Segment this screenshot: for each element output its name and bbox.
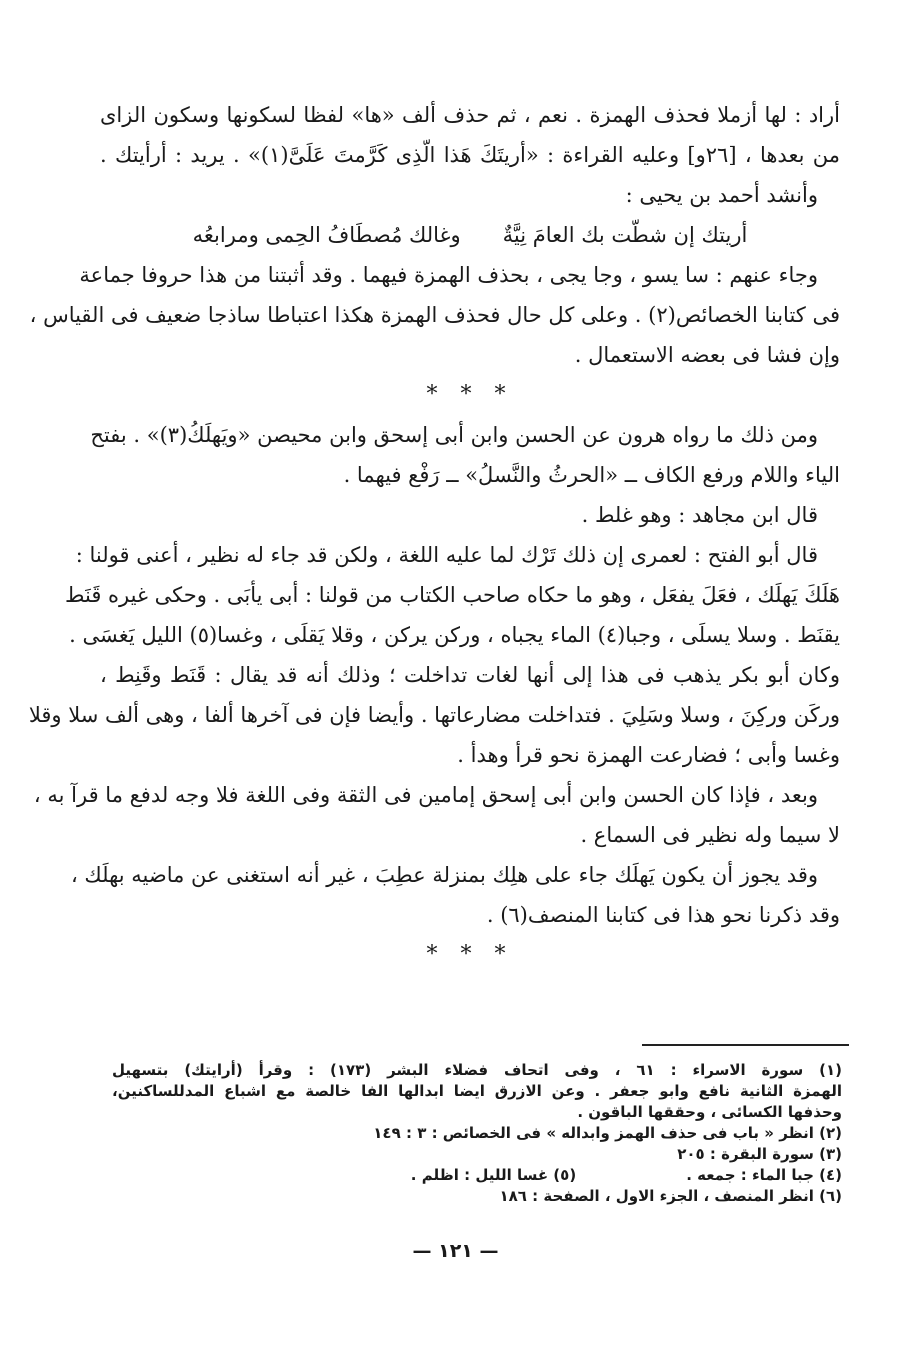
footnote-2: (٢) انظر « باب فى حذف الهمز وابداله » فى الخصائص : ٣ : ١٤٩ (373, 1124, 842, 1142)
text-line: وكان أبو بكر يذهب فى هذا إلى أنها لغات تداخلت ؛ وذلك أنه قد يقال : قَنَط وقَنِط ، (100, 663, 840, 687)
main-text (28, 95, 840, 975)
section-separator: * * * (426, 382, 514, 407)
text-line: وإن فشا فى بعضه الاستعمال . (574, 343, 840, 367)
footnote-divider (642, 1044, 849, 1046)
footnote-3: (٣) سورة البقرة : ٢٠٥ (677, 1145, 842, 1163)
footnote-5: (٥) غسا الليل : اظلم . (410, 1166, 577, 1184)
text-line: الياء واللام ورفع الكاف ــ «الحرثُ والنَّسلُ» ــ رَفْع فيهما . (343, 463, 840, 487)
text-line: هَلَكَ يَهلَك ، فعَلَ يفعَل ، وهو ما حكاه صاحب الكتاب من قولنا : أبى يأبَى . وحكى غيره قَنَط (65, 583, 840, 607)
text-line: وجاء عنهم : سا يسو ، وجا يجى ، بحذف الهمزة فيهما . وقد أثبتنا من هذا حروفا جماعة (79, 263, 818, 287)
poetry-verse (100, 215, 840, 255)
text-line: يقنَط . وسلا يسلَى ، وجبا(٤) الماء يجباه ، وركن يركن ، وقلا يَقلَى ، وغسا(٥) الليل يَغسَى . (69, 623, 840, 647)
text-line: وبعد ، فإذا كان الحسن وابن أبى إسحق إمامين فى الثقة وفى اللغة فلا وجه لدفع ما قرآ به ، (33, 783, 818, 807)
text-line: وقد يجوز أن يكون يَهلَك جاء على هلِك بمنزلة عطِبَ ، غير أنه استغنى عن ماضيه بهلَك ، (70, 863, 818, 887)
footnote-line: الهمزة الثانية نافع وابو جعفر . وعن الازرق ايضا ابدالها الفا خالصة مع اشباع المدللساكنين، (112, 1082, 842, 1100)
text-line: لا سيما وله نظير فى السماع . (580, 823, 840, 847)
footnotes (112, 1060, 842, 1207)
text-line: وأنشد أحمد بن يحيى : (625, 183, 818, 207)
footnote-4: (٤) جبا الماء : جمعه . (686, 1166, 842, 1184)
text-line: قال أبو الفتح : لعمرى إن ذلك تَرْك لما عليه اللغة ، ولكن قد جاء له نظير ، أعنى قولنا : (75, 543, 818, 567)
text-line: من بعدها ، [٢٦و] وعليه القراءة : «أريتَكَ هَذا الّذِى كَرَّمتَ عَلَىَّ(١)» . يريد : أرأيتك . (100, 143, 840, 167)
verse-hemistich-first: أريتك إن شطّت بك العامَ نِيَّةٌ (502, 223, 748, 247)
text-line: وركَن وركِنَ ، وسلا وسَلِيَ . فتداخلت مضارعاتها . وأيضا فإن فى آخرها ألفا ، وهى ألف سلا وقلا (28, 703, 840, 727)
footnote-6: (٦) انظر المنصف ، الجزء الاول ، الصفحة : ١٨٦ (499, 1187, 842, 1205)
section-separator: * * * (426, 942, 514, 967)
text-line: وقد ذكرنا نحو هذا فى كتابنا المنصف(٦) . (486, 903, 840, 927)
footnote-line: (١) سورة الاسراء : ٦١ ، وفى اتحاف فضلاء البشر (١٧٣) : وقرأ (أرايتك) بتسهيل (112, 1061, 842, 1079)
verse-hemistich-second: وغالك مُصطَافُ الحِمى ومرابعُه (192, 223, 461, 247)
text-line: أراد : لها أزملا فحذف الهمزة . نعم ، ثم حذف ألف «ها» لفظا لسكونها وسكون الزاى (100, 103, 840, 127)
footnote-line: وحذفها الكسائى ، وحققها الباقون . (577, 1103, 842, 1121)
text-line: وغسا وأبى ؛ فضارعت الهمزة نحو قرأ وهدأ . (457, 743, 840, 767)
footnote-pair (112, 1165, 842, 1186)
text-line: فى كتابنا الخصائص(٢) . وعلى كل حال فحذف الهمزة هكذا اعتباطا ساذجا ضعيف فى القياس ، (29, 303, 840, 327)
text-line: قال ابن مجاهد : وهو غلط . (581, 503, 818, 527)
page-number: — ١٢١ — (412, 1240, 499, 1262)
text-line: ومن ذلك ما رواه هرون عن الحسن وابن أبى إسحق وابن محيصن «ويَهلَكُ(٣)» . بفتح (90, 423, 818, 447)
